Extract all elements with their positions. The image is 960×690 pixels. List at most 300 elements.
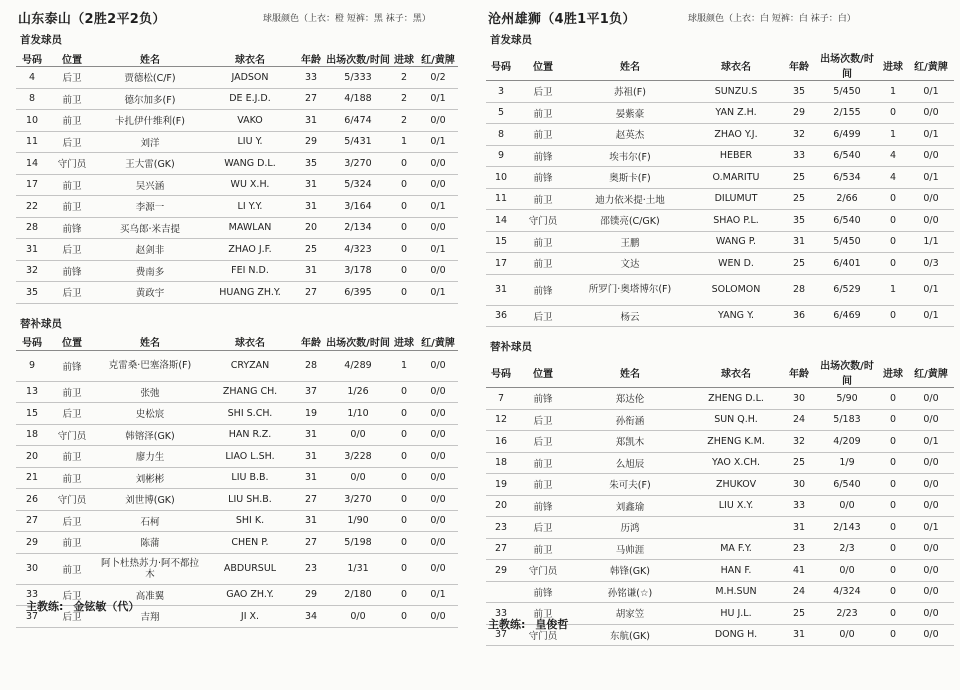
cell-age: 30: [782, 388, 816, 410]
table-row: [486, 167, 954, 189]
cell-position: 前锋: [516, 581, 570, 603]
cell-shirt-name: HU J.L.: [690, 603, 782, 625]
cell-position: 守门员: [516, 624, 570, 646]
cell-position: 前卫: [516, 124, 570, 146]
cell-age: 31: [296, 424, 326, 446]
table-row: [486, 431, 954, 453]
table-row: [486, 102, 954, 124]
cell-cards: 0/1: [908, 517, 954, 539]
cell-cards: 0/0: [908, 452, 954, 474]
starters-table: [486, 50, 954, 327]
cell-name: 苏祖(F): [570, 81, 690, 103]
cell-goals: 0: [390, 282, 418, 304]
cell-shirt-name: CRYZAN: [204, 350, 296, 381]
cell-name: 王大雷(GK): [96, 153, 204, 175]
cell-cards: 0/1: [418, 88, 458, 110]
cell-shirt-name: LIU B.B.: [204, 467, 296, 489]
table-row: [16, 467, 458, 489]
cell-position: 前卫: [48, 381, 96, 403]
col-header-goals: 进球: [878, 50, 908, 81]
cell-shirt-name: LIU X.Y.: [690, 495, 782, 517]
cell-number: 17: [16, 174, 48, 196]
table-row: [486, 538, 954, 560]
cell-number: 20: [486, 495, 516, 517]
cell-cards: 0/1: [418, 239, 458, 261]
cell-name: 文达: [570, 253, 690, 275]
cell-name: 黄政宇: [96, 282, 204, 304]
cell-number: 19: [486, 474, 516, 496]
cell-age: 29: [296, 131, 326, 153]
cell-name: 东航(GK): [570, 624, 690, 646]
cell-cards: 0/0: [418, 467, 458, 489]
cell-apps-minutes: 2/155: [816, 102, 878, 124]
cell-position: 前卫: [48, 196, 96, 218]
col-header-name: 姓名: [570, 357, 690, 388]
cell-position: 前卫: [516, 452, 570, 474]
cell-age: 35: [296, 153, 326, 175]
cell-age: 33: [296, 67, 326, 89]
cell-position: 守门员: [48, 424, 96, 446]
table-row: [16, 174, 458, 196]
cell-number: 26: [16, 489, 48, 511]
cell-cards: 0/1: [908, 167, 954, 189]
cell-position: 前卫: [48, 446, 96, 468]
table-row: [16, 131, 458, 153]
cell-shirt-name: YANG Y.: [690, 305, 782, 327]
cell-cards: 0/0: [418, 606, 458, 628]
cell-position: 前卫: [48, 88, 96, 110]
cell-apps-minutes: 6/469: [816, 305, 878, 327]
cell-goals: 0: [390, 510, 418, 532]
col-header-cards: 红/黄牌: [418, 50, 458, 67]
cell-position: 前卫: [48, 174, 96, 196]
cell-shirt-name: SHI S.CH.: [204, 403, 296, 425]
cell-age: 28: [296, 350, 326, 381]
cell-shirt-name: CHEN P.: [204, 532, 296, 554]
cell-shirt-name: ZHUKOV: [690, 474, 782, 496]
table-row: [16, 153, 458, 175]
cell-shirt-name: DE E.J.D.: [204, 88, 296, 110]
cell-shirt-name: ZHAO J.F.: [204, 239, 296, 261]
cell-cards: 0/0: [418, 489, 458, 511]
cell-number: 33: [16, 584, 48, 606]
col-header-age: 年龄: [296, 334, 326, 351]
cell-age: 31: [296, 110, 326, 132]
table-row: [16, 424, 458, 446]
cell-goals: 0: [390, 217, 418, 239]
cell-cards: 0/0: [418, 381, 458, 403]
cell-cards: 0/1: [418, 584, 458, 606]
cell-number: 17: [486, 253, 516, 275]
cell-number: 37: [486, 624, 516, 646]
cell-cards: 0/0: [418, 260, 458, 282]
cell-number: 11: [486, 188, 516, 210]
starters-title: 首发球员: [490, 34, 532, 46]
cell-position: 守门员: [48, 153, 96, 175]
col-header-apps-minutes: 出场次数/时间: [816, 50, 878, 81]
cell-age: 27: [296, 489, 326, 511]
cell-age: 27: [296, 282, 326, 304]
cell-shirt-name: LI Y.Y.: [204, 196, 296, 218]
cell-number: 31: [486, 274, 516, 305]
cell-goals: 0: [878, 538, 908, 560]
cell-age: 35: [782, 81, 816, 103]
cell-shirt-name: FEI N.D.: [204, 260, 296, 282]
cell-cards: 0/0: [908, 495, 954, 517]
cell-name: 李源一: [96, 196, 204, 218]
table-row: [486, 188, 954, 210]
cell-age: 20: [296, 217, 326, 239]
cell-number: 37: [16, 606, 48, 628]
cell-name: 卡扎伊什维利(F): [96, 110, 204, 132]
cell-age: 35: [782, 210, 816, 232]
cell-name: 杨云: [570, 305, 690, 327]
cell-number: 16: [486, 431, 516, 453]
cell-shirt-name: SHI K.: [204, 510, 296, 532]
table-row: [16, 67, 458, 89]
cell-name: 刘洋: [96, 131, 204, 153]
cell-position: 前卫: [516, 538, 570, 560]
cell-goals: 0: [390, 467, 418, 489]
col-header-number: 号码: [16, 50, 48, 67]
header-row: [486, 357, 954, 388]
cell-age: 31: [296, 174, 326, 196]
cell-shirt-name: WEN D.: [690, 253, 782, 275]
cell-apps-minutes: 0/0: [816, 624, 878, 646]
cell-apps-minutes: 3/270: [326, 153, 390, 175]
cell-apps-minutes: 1/90: [326, 510, 390, 532]
cell-cards: 0/1: [908, 81, 954, 103]
col-header-goals: 进球: [390, 50, 418, 67]
cell-position: 后卫: [48, 403, 96, 425]
cell-name: 迪力依米提·土地: [570, 188, 690, 210]
table-row: [486, 124, 954, 146]
cell-apps-minutes: 6/499: [816, 124, 878, 146]
cell-age: 24: [782, 581, 816, 603]
table-row: [486, 253, 954, 275]
cell-goals: 0: [878, 560, 908, 582]
cell-position: 前卫: [48, 467, 96, 489]
col-header-goals: 进球: [878, 357, 908, 388]
col-header-apps-minutes: 出场次数/时间: [326, 50, 390, 67]
table-row: [16, 489, 458, 511]
col-header-position: 位置: [48, 334, 96, 351]
cell-cards: 0/0: [908, 145, 954, 167]
cell-shirt-name: YAN Z.H.: [690, 102, 782, 124]
cell-age: 24: [782, 409, 816, 431]
cell-goals: 0: [390, 553, 418, 584]
coach-label: 主教练:: [488, 618, 526, 631]
cell-apps-minutes: 6/474: [326, 110, 390, 132]
cell-cards: 0/1: [418, 131, 458, 153]
team-header: [8, 0, 458, 30]
cell-shirt-name: HAN R.Z.: [204, 424, 296, 446]
cell-shirt-name: SUN Q.H.: [690, 409, 782, 431]
table-row: [16, 381, 458, 403]
table-row: [16, 532, 458, 554]
cell-age: 31: [296, 467, 326, 489]
team-name: 山东泰山（2胜2平2负）: [18, 12, 166, 27]
cell-name: 贾德松(C/F): [96, 67, 204, 89]
cell-shirt-name: WU X.H.: [204, 174, 296, 196]
cell-goals: 0: [390, 153, 418, 175]
table-row: [486, 474, 954, 496]
cell-goals: 0: [390, 606, 418, 628]
cell-shirt-name: JI X.: [204, 606, 296, 628]
cell-apps-minutes: 2/23: [816, 603, 878, 625]
cell-position: 前卫: [516, 188, 570, 210]
cell-age: 27: [296, 88, 326, 110]
cell-number: 18: [16, 424, 48, 446]
cell-position: 前锋: [516, 495, 570, 517]
cell-age: 28: [782, 274, 816, 305]
table-row: [486, 210, 954, 232]
cell-cards: 0/0: [418, 403, 458, 425]
cell-shirt-name: JADSON: [204, 67, 296, 89]
table-row: [16, 239, 458, 261]
cell-goals: 0: [390, 446, 418, 468]
cell-goals: 0: [878, 517, 908, 539]
cell-shirt-name: [690, 517, 782, 539]
cell-position: 后卫: [48, 239, 96, 261]
cell-number: 10: [16, 110, 48, 132]
cell-apps-minutes: 3/228: [326, 446, 390, 468]
cell-name: 孙铭谦(☆): [570, 581, 690, 603]
cell-number: 35: [16, 282, 48, 304]
cell-goals: 0: [878, 452, 908, 474]
cell-number: 3: [486, 81, 516, 103]
cell-shirt-name: HUANG ZH.Y.: [204, 282, 296, 304]
cell-shirt-name: LIAO L.SH.: [204, 446, 296, 468]
table-row: [486, 581, 954, 603]
cell-age: 27: [296, 532, 326, 554]
cell-number: 33: [486, 603, 516, 625]
cell-goals: 0: [878, 409, 908, 431]
table-row: [16, 88, 458, 110]
cell-age: 25: [782, 603, 816, 625]
cell-name: 邵镤亮(C/GK): [570, 210, 690, 232]
cell-number: 22: [16, 196, 48, 218]
cell-shirt-name: M.H.SUN: [690, 581, 782, 603]
cell-cards: 0/0: [418, 217, 458, 239]
cell-goals: 1: [878, 81, 908, 103]
col-header-age: 年龄: [296, 50, 326, 67]
cell-name: 韩镕泽(GK): [96, 424, 204, 446]
cell-goals: 1: [878, 124, 908, 146]
cell-goals: 0: [878, 388, 908, 410]
cell-name: 郑达伦: [570, 388, 690, 410]
cell-position: 守门员: [516, 210, 570, 232]
cell-cards: 0/0: [908, 409, 954, 431]
cell-name: 赵英杰: [570, 124, 690, 146]
cell-cards: 0/0: [908, 210, 954, 232]
cell-position: 后卫: [48, 67, 96, 89]
cell-apps-minutes: 4/188: [326, 88, 390, 110]
col-header-number: 号码: [486, 50, 516, 81]
cell-number: 7: [486, 388, 516, 410]
cell-age: 25: [296, 239, 326, 261]
cell-shirt-name: LIU SH.B.: [204, 489, 296, 511]
table-row: [486, 452, 954, 474]
cell-cards: 0/0: [418, 553, 458, 584]
cell-shirt-name: SHAO P.L.: [690, 210, 782, 232]
cell-cards: 1/1: [908, 231, 954, 253]
cell-number: 30: [16, 553, 48, 584]
cell-number: 29: [16, 532, 48, 554]
cell-shirt-name: SOLOMON: [690, 274, 782, 305]
cell-name: 买乌郎·米吉提: [96, 217, 204, 239]
cell-goals: 0: [390, 196, 418, 218]
cell-cards: 0/0: [908, 560, 954, 582]
cell-apps-minutes: 5/324: [326, 174, 390, 196]
table-row: [486, 388, 954, 410]
cell-position: 守门员: [516, 560, 570, 582]
cell-position: 后卫: [48, 510, 96, 532]
col-header-name: 姓名: [96, 334, 204, 351]
cell-position: 前锋: [516, 274, 570, 305]
col-header-position: 位置: [516, 357, 570, 388]
cell-position: 守门员: [48, 489, 96, 511]
cell-apps-minutes: 0/0: [326, 606, 390, 628]
cell-apps-minutes: 0/0: [326, 467, 390, 489]
cell-number: 27: [16, 510, 48, 532]
cell-age: 34: [296, 606, 326, 628]
cell-shirt-name: ZHANG CH.: [204, 381, 296, 403]
kit-colors: 球服颜色（上衣：橙 短裤：黑 袜子：黑）: [263, 14, 431, 24]
cell-position: 后卫: [516, 431, 570, 453]
cell-apps-minutes: 1/9: [816, 452, 878, 474]
cell-age: 29: [296, 584, 326, 606]
cell-name: 张弛: [96, 381, 204, 403]
starters-title: 首发球员: [20, 34, 62, 46]
cell-goals: 0: [878, 102, 908, 124]
cell-name: 克雷桑·巴塞洛斯(F): [96, 350, 204, 381]
cell-apps-minutes: 5/333: [326, 67, 390, 89]
cell-cards: 0/0: [908, 188, 954, 210]
cell-apps-minutes: 2/180: [326, 584, 390, 606]
cell-number: 10: [486, 167, 516, 189]
cell-apps-minutes: 6/395: [326, 282, 390, 304]
subs-table: [486, 357, 954, 646]
cell-position: 前卫: [516, 102, 570, 124]
cell-name: 奥斯卡(F): [570, 167, 690, 189]
cell-cards: 0/1: [908, 274, 954, 305]
cell-apps-minutes: 6/529: [816, 274, 878, 305]
cell-goals: 0: [390, 584, 418, 606]
table-row: [486, 409, 954, 431]
cell-cards: 0/0: [908, 388, 954, 410]
cell-goals: 0: [878, 188, 908, 210]
table-row: [16, 282, 458, 304]
col-header-number: 号码: [486, 357, 516, 388]
cell-cards: 0/0: [908, 581, 954, 603]
cell-shirt-name: HEBER: [690, 145, 782, 167]
cell-age: 25: [782, 452, 816, 474]
cell-name: 孙衔涵: [570, 409, 690, 431]
cell-number: 32: [16, 260, 48, 282]
col-header-number: 号码: [16, 334, 48, 351]
cell-number: 20: [16, 446, 48, 468]
cell-age: 33: [782, 495, 816, 517]
cell-apps-minutes: 3/164: [326, 196, 390, 218]
cell-goals: 2: [390, 67, 418, 89]
cell-name: 历鸿: [570, 517, 690, 539]
cell-age: 36: [782, 305, 816, 327]
cell-apps-minutes: 2/3: [816, 538, 878, 560]
cell-cards: 0/0: [908, 624, 954, 646]
cell-name: 么旭辰: [570, 452, 690, 474]
cell-name: 所罗门·奥塔博尔(F): [570, 274, 690, 305]
cell-apps-minutes: 0/0: [816, 495, 878, 517]
cell-apps-minutes: 6/540: [816, 145, 878, 167]
cell-age: 32: [782, 431, 816, 453]
cell-name: 韩锋(GK): [570, 560, 690, 582]
cell-number: 28: [16, 217, 48, 239]
cell-cards: 0/0: [908, 474, 954, 496]
team-shandong: [8, 0, 458, 628]
cell-age: 23: [296, 553, 326, 584]
table-row: [16, 553, 458, 584]
cell-shirt-name: ZHAO Y.J.: [690, 124, 782, 146]
cell-age: 25: [782, 188, 816, 210]
cell-name: 石柯: [96, 510, 204, 532]
cell-name: 吉翔: [96, 606, 204, 628]
coach-name: 金铉敏（代）: [73, 599, 140, 613]
cell-shirt-name: ZHENG D.L.: [690, 388, 782, 410]
table-row: [16, 110, 458, 132]
cell-number: 8: [16, 88, 48, 110]
cell-position: 前卫: [516, 474, 570, 496]
cell-position: 前锋: [516, 388, 570, 410]
cell-apps-minutes: 2/134: [326, 217, 390, 239]
cell-cards: 0/0: [418, 532, 458, 554]
col-header-cards: 红/黄牌: [418, 334, 458, 351]
cell-apps-minutes: 3/178: [326, 260, 390, 282]
cell-number: 36: [486, 305, 516, 327]
cell-name: 陈蒲: [96, 532, 204, 554]
table-row: [486, 495, 954, 517]
cell-name: 胡家笠: [570, 603, 690, 625]
cell-apps-minutes: 5/450: [816, 81, 878, 103]
cell-cards: 0/1: [418, 282, 458, 304]
cell-cards: 0/0: [908, 102, 954, 124]
cell-shirt-name: SUNZU.S: [690, 81, 782, 103]
col-header-apps-minutes: 出场次数/时间: [326, 334, 390, 351]
cell-number: 13: [16, 381, 48, 403]
cell-number: 9: [486, 145, 516, 167]
cell-cards: 0/0: [418, 174, 458, 196]
team-cangzhou: [478, 0, 952, 646]
cell-cards: 0/0: [418, 350, 458, 381]
cell-number: 9: [16, 350, 48, 381]
cell-position: 后卫: [516, 81, 570, 103]
cell-goals: 0: [878, 210, 908, 232]
cell-goals: 0: [878, 231, 908, 253]
cell-age: 25: [782, 253, 816, 275]
cell-position: 前锋: [516, 145, 570, 167]
table-row: [486, 81, 954, 103]
cell-goals: 0: [390, 260, 418, 282]
kit-colors: 球服颜色（上衣：白 短裤：白 袜子：白）: [688, 14, 856, 24]
cell-shirt-name: VAKO: [204, 110, 296, 132]
cell-apps-minutes: 1/26: [326, 381, 390, 403]
cell-goals: 0: [878, 624, 908, 646]
cell-name: 刘鑫瑜: [570, 495, 690, 517]
cell-apps-minutes: 1/10: [326, 403, 390, 425]
cell-age: 23: [782, 538, 816, 560]
cell-number: 14: [16, 153, 48, 175]
cell-position: 后卫: [48, 606, 96, 628]
